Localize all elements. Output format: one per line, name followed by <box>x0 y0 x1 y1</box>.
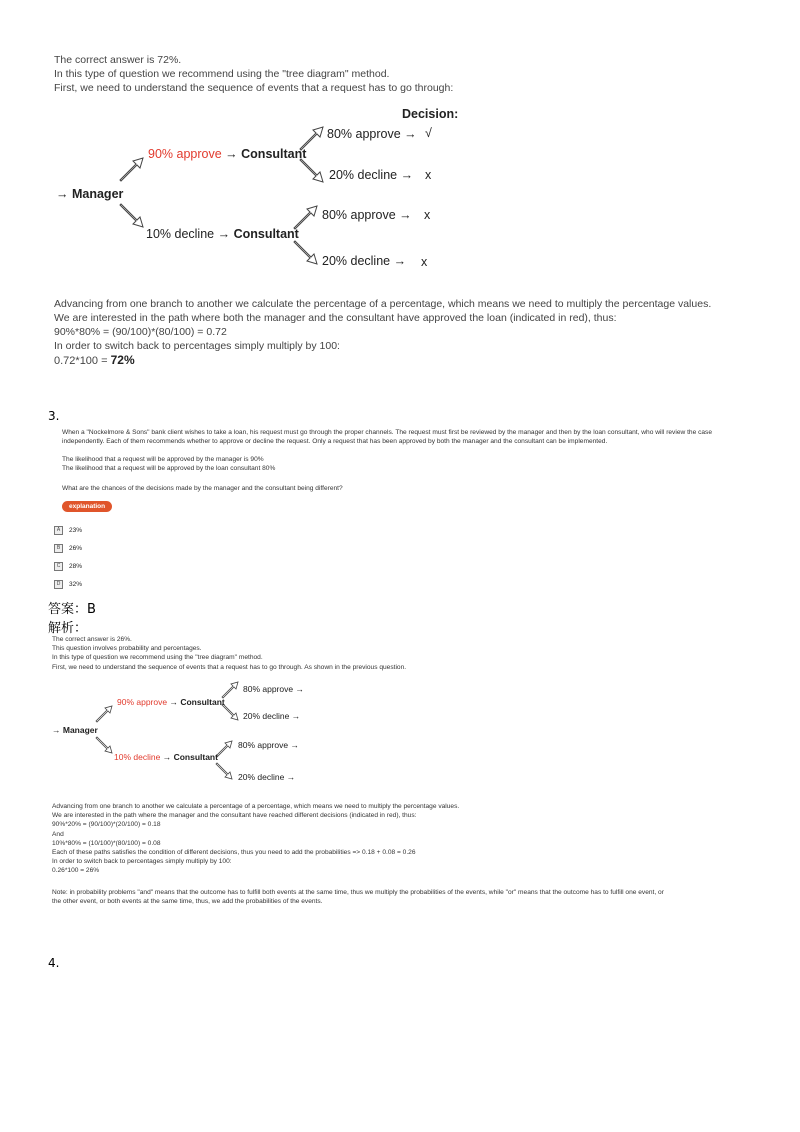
text-line: The correct answer is 72%. <box>54 54 182 66</box>
right-arrow-icon: → <box>169 697 178 707</box>
explanation-button-label: explanation <box>62 501 112 512</box>
arrow-down-icon <box>96 737 112 753</box>
right-arrow-icon: → <box>399 208 412 222</box>
question-prompt: What are the chances of the decisions made by the manager and the consultant being different? <box>62 485 343 492</box>
manager-label: Manager <box>62 725 98 735</box>
text-line: First, we need to understand the sequence of events that a request has to go through. As shown in the previous question. <box>52 663 407 671</box>
approve-branch-label: 90% approve <box>117 697 168 707</box>
right-arrow-icon: → <box>56 187 69 201</box>
consultant-label: Consultant <box>233 227 299 241</box>
block2-explain <box>52 802 459 876</box>
right-arrow-icon: → <box>162 752 172 762</box>
c2-decline-label: 20% decline <box>238 772 285 782</box>
option-marker: D <box>54 580 63 589</box>
block2-note <box>52 888 664 906</box>
right-arrow-icon: → <box>291 711 301 721</box>
text-line: 90%*80% = (90/100)*(80/100) = 0.72 <box>54 326 227 338</box>
decline-branch-label: 10% decline <box>114 752 161 762</box>
c2-approve-label: 80% approve <box>238 740 289 750</box>
text-line: 90%*20% = (90/100)*(20/100) = 0.18 <box>52 821 161 829</box>
right-arrow-icon: → <box>52 725 61 735</box>
option-marker: A <box>54 526 63 535</box>
check-mark: √ <box>425 126 432 140</box>
x-mark: x <box>424 208 431 222</box>
text-line: In order to switch back to percentages simply multiply by 100: <box>52 858 232 866</box>
analysis-label: 解析： <box>48 621 88 636</box>
option-label: 28% <box>69 562 83 570</box>
question-number: 3. <box>48 409 60 423</box>
text-line: In order to switch back to percentages simply multiply by 100: <box>54 340 340 352</box>
text-line: When a "Nockelmore & Sons" bank client wishes to take a loan, his request must go through the proper channels. The request must first be reviewed by the manager and then by the loan consultant, who will review the case <box>62 429 713 436</box>
text-line: Advancing from one branch to another we calculate the percentage of a percentage, which means we need to multiply the percentage values. <box>54 298 712 310</box>
c2-decline-node <box>238 772 295 782</box>
c2-approve-node <box>238 740 299 750</box>
arrow-up-icon <box>222 682 238 698</box>
manager-label: Manager <box>71 187 124 201</box>
arrow-up-icon <box>216 741 232 757</box>
consultant-label: Consultant <box>180 697 225 707</box>
text-line: In this type of question we recommend using the "tree diagram" method. <box>52 654 263 662</box>
option-marker: B <box>54 544 63 553</box>
option-label: 32% <box>69 580 83 588</box>
text-line: We are interested in the path where the manager and the consultant have reached different decisions (indicated in red), thus: <box>52 812 417 820</box>
x-mark: x <box>421 255 428 269</box>
final-value: 72% <box>110 353 135 367</box>
arrow-up-icon <box>96 706 112 722</box>
approve-branch-label: 90% approve <box>148 147 222 161</box>
right-arrow-icon: → <box>400 168 414 182</box>
c1-decline-node <box>243 711 300 721</box>
c1-approve-label: 80% approve <box>327 127 401 141</box>
answer-label: 答案：B <box>48 602 96 617</box>
text-line: This question involves probability and percentages. <box>52 645 202 653</box>
text-line: the other event, or both events at the same time, thus, we add the probabilities of the events. <box>52 898 323 906</box>
c1-decline-label: 20% decline <box>329 168 398 182</box>
text-line: The correct answer is 26%. <box>52 636 132 643</box>
text-line: We are interested in the path where both the manager and the consultant have approved the loan (indicated in red), thus: <box>54 312 617 324</box>
right-arrow-icon: → <box>290 740 299 750</box>
c2-approve-label: 80% approve <box>322 208 396 222</box>
text-line: And <box>52 830 64 838</box>
decline-branch-label: 10% decline <box>146 227 215 241</box>
text-line: Note: in probability problems "and" means that the outcome has to fulfill both events at the same time, thus we multiply the probabilities of the events, while "or" means that the outcome has to fulfill one event, or <box>52 889 664 896</box>
consultant-label: Consultant <box>173 752 218 762</box>
text-line: The likelihood that a request will be approved by the manager is 90% <box>62 456 264 463</box>
right-arrow-icon: → <box>286 772 296 782</box>
right-arrow-icon: → <box>217 227 231 241</box>
arrow-down-icon <box>216 763 232 779</box>
text-line: The likelihood that a request will be approved by the loan consultant 80% <box>62 465 276 473</box>
right-arrow-icon: → <box>225 147 238 161</box>
right-arrow-icon: → <box>393 254 407 268</box>
option-label: 26% <box>69 544 83 552</box>
text-line: First, we need to understand the sequence of events that a request has to go through: <box>54 82 454 94</box>
decision-header: Decision: <box>402 107 459 121</box>
final-prefix: 0.72*100 = <box>54 355 111 367</box>
manager-node <box>52 725 98 735</box>
text-line: In this type of question we recommend using the "tree diagram" method. <box>54 68 390 80</box>
text-line: 10%*80% = (10/100)*(80/100) = 0.08 <box>52 839 161 847</box>
text-line: Each of these paths satisfies the condition of different decisions, thus you need to add the probabilities => 0.18 + 0.08 = 0.26 <box>52 849 416 857</box>
right-arrow-icon: → <box>404 127 417 141</box>
x-mark: x <box>425 168 432 182</box>
text-line: Advancing from one branch to another we calculate a percentage of a percentage, which means we need to multiply the percentage values. <box>52 803 460 810</box>
c1-approve-label: 80% approve <box>243 684 294 694</box>
c1-approve-node <box>243 684 304 694</box>
text-line: independently. Each of them recommends whether to approve or decline the request. Only a request that has been approved by both the manager and the consultant can be implemented. <box>62 438 608 446</box>
c1-decline-label: 20% decline <box>243 711 290 721</box>
option-label: 23% <box>69 526 83 534</box>
question-number: 4. <box>48 956 60 970</box>
approve-branch-node <box>117 697 225 707</box>
c2-decline-label: 20% decline <box>322 254 391 268</box>
consultant-label: Consultant <box>241 147 307 161</box>
decline-branch-node <box>114 752 218 762</box>
right-arrow-icon: → <box>295 684 304 694</box>
text-line: 0.26*100 = 26% <box>52 867 100 875</box>
option-marker: C <box>54 562 63 571</box>
